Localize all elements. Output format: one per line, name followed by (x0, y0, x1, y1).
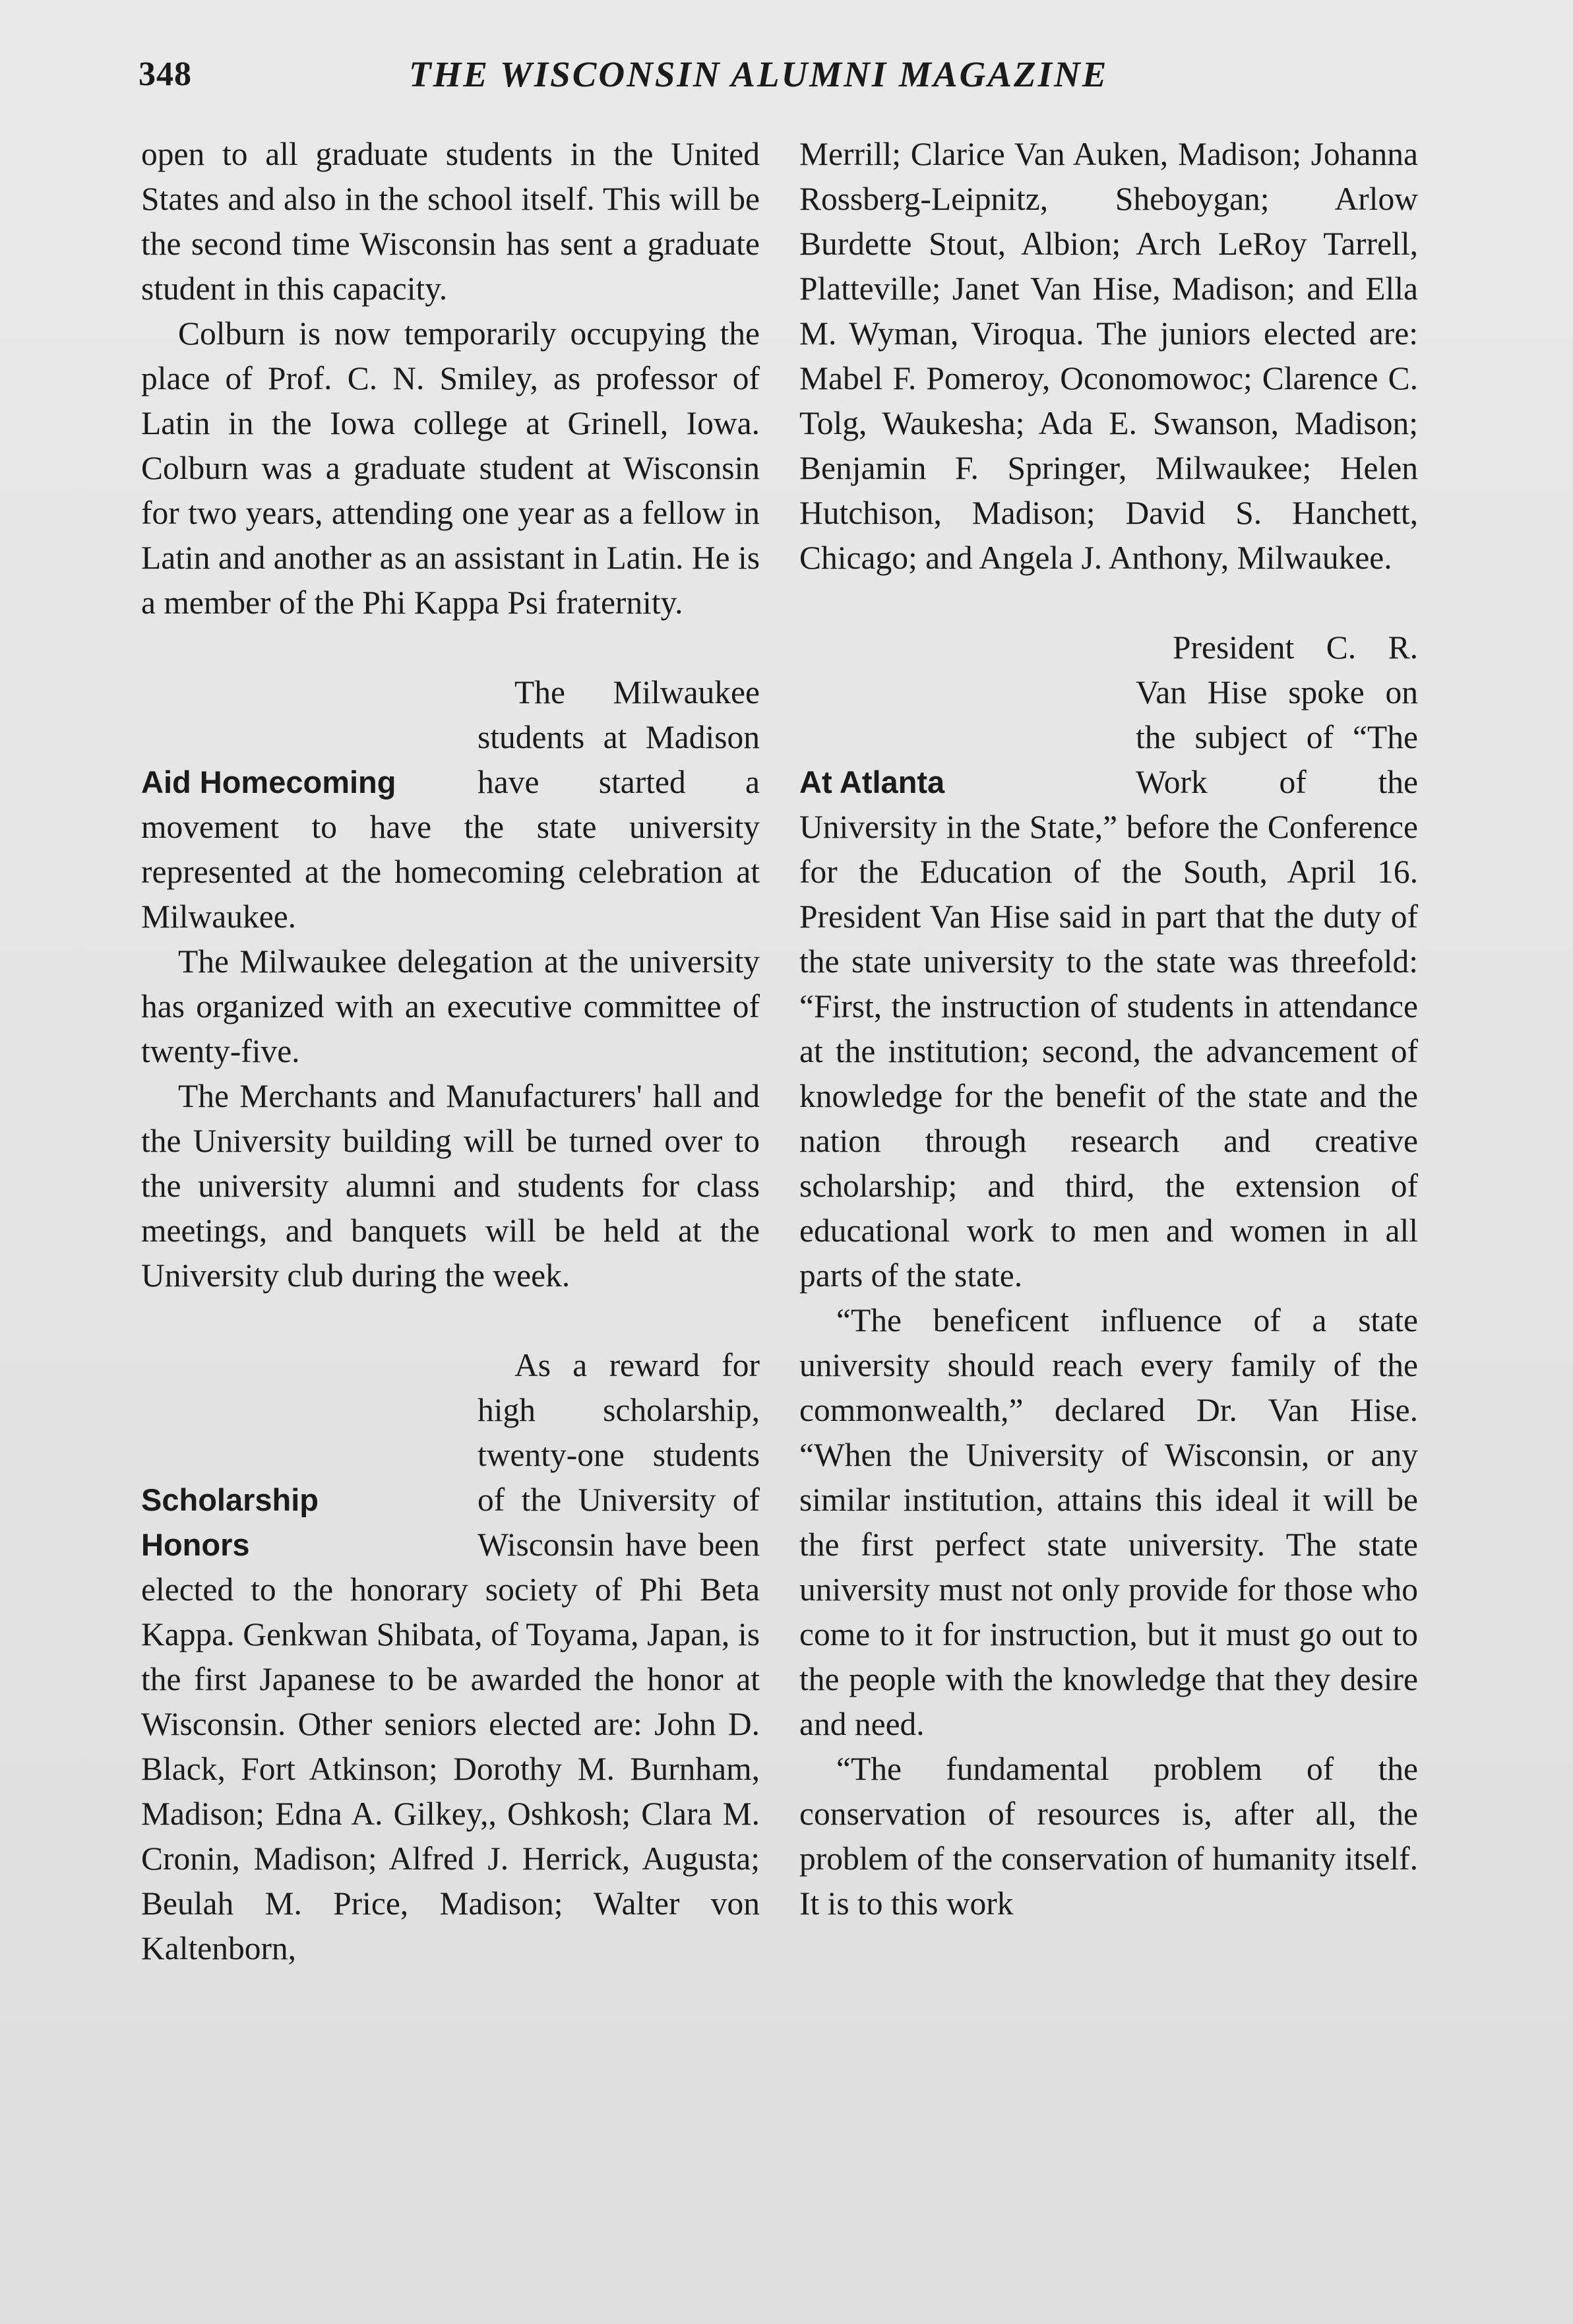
running-title: THE WISCONSIN ALUMNI MAGAZINE (409, 54, 1109, 94)
at-atlanta-paragraph-1: President C. R. Van Hise spoke on the subject of “The Work of the University in the State,” before the Conference for the Education of the South, April 16. President Van Hise said in part that the duty of the state university to the state was threefold: “First, the instruction of students in attendance at the institution; second, the advancement of knowledge for the benefit of the state and the nation through research and creative scholarship; and third, the extension of educational work to men and women in all parts of the state. (799, 629, 1418, 1294)
at-atlanta-paragraph-2: “The beneficent influence of a state university should reach every family of the commonwealth,” declared Dr. Van Hise. “When the University of Wisconsin, or any similar institution, attains this ideal it will be the first perfect state university. The state university must not only provide for those who come to it for instruction, but it must go out to the people with the knowledge that they desire and need. (799, 1302, 1418, 1742)
article-continuation: open to all graduate students in the United States and also in the school itself. This will be the second time Wisconsin has sent a graduate student in this capacity. (141, 136, 760, 307)
scholarship-honors-heading: Scholarship Honors (141, 1482, 319, 1562)
scholarship-honors-paragraph: As a reward for high scholarship, twenty-one students of the University of Wisconsin have been elected to the honorary society of Phi Beta Kappa. Genkwan Shibata, of Toyama, Japan, is the first Japanese to be awarded the honor at Wisconsin. Other seniors elected are: John D. Black, Fort Atkinson; Dorothy M. Burnham, Madison; Edna A. Gilkey,, Oshkosh; Clara M. Cronin, Madison; Alfred J. Herrick, Augusta; Beulah M. Price, Madison; Walter von Kaltenborn, (141, 1347, 760, 1966)
left-column (141, 132, 760, 1971)
aid-homecoming-paragraph-1: The Milwaukee students at Madison have started a movement to have the state university represented at the homecoming celebration at Milwaukee. (141, 674, 760, 935)
at-atlanta-heading: At Atlanta (799, 765, 945, 800)
page-number: 348 (139, 55, 192, 93)
honors-list-continuation: Merrill; Clarice Van Auken, Madison; Johanna Rossberg-Leipnitz, Sheboygan; Arlow Burdette Stout, Albion; Arch LeRoy Tarrell, Platteville; Janet Van Hise, Madison; and Ella M. Wyman, Viroqua. The juniors elected are: Mabel F. Pomeroy, Oconomowoc; Clarence C. Tolg, Waukesha; Ada E. Swanson, Madison; Benjamin F. Springer, Milwaukee; Helen Hutchison, Madison; David S. Hanchett, Chicago; and Angela J. Anthony, Milwaukee. (799, 136, 1418, 576)
at-atlanta-paragraph-3: “The fundamental problem of the conservation of resources is, after all, the problem of the conservation of humanity itself. It is to this work (799, 1751, 1418, 1922)
aid-homecoming-heading: Aid Homecoming (141, 765, 396, 800)
colburn-paragraph: Colburn is now temporarily occupying the place of Prof. C. N. Smiley, as professor of Latin in the Iowa college at Grinell, Iowa. Colburn was a graduate student at Wisconsin for two years, attending one year as a fellow in Latin and another as an assistant in Latin. He is a member of the Phi Kappa Psi fraternity. (141, 315, 760, 621)
aid-homecoming-paragraph-2: The Milwaukee delegation at the university has organized with an executive committee of twenty-five. (141, 943, 760, 1069)
page-header (139, 45, 1431, 104)
right-column (799, 132, 1418, 1926)
aid-homecoming-paragraph-3: The Merchants and Manufacturers' hall and the University building will be turned over to the university alumni and students for class meetings, and banquets will be held at the University club during the week. (141, 1078, 760, 1294)
